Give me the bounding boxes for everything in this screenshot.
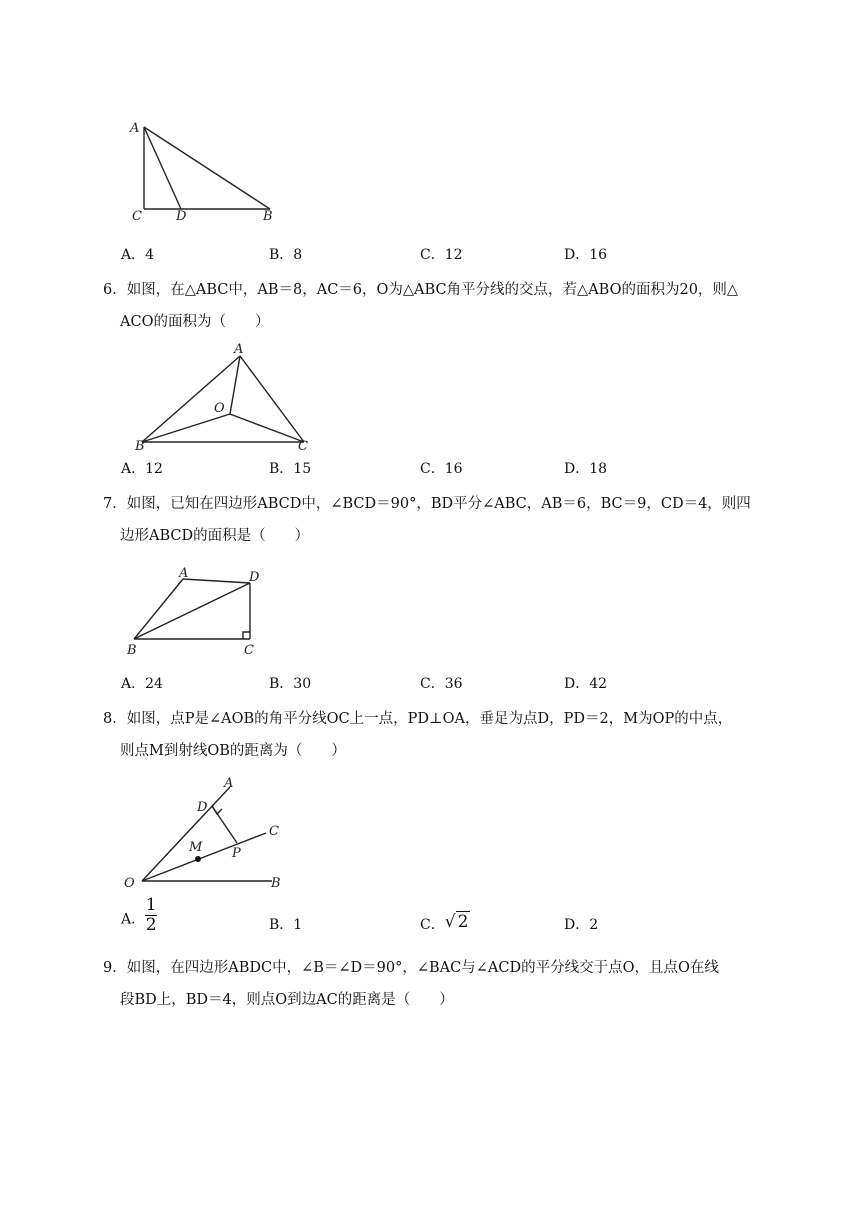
sqrt-radicand: 2	[457, 912, 469, 932]
q6-option-c: C．16	[420, 461, 463, 477]
q5-figure	[120, 115, 290, 225]
fraction-one-half	[145, 897, 157, 934]
q8-label-B: B	[271, 876, 281, 891]
q6-label-O: O	[214, 401, 225, 416]
q7-text-line2: 边形ABCD的面积是（ ）	[120, 528, 310, 544]
q5-label-C: C	[132, 209, 142, 224]
q8-option-d: D．2	[564, 917, 599, 933]
q5-option-b: B．8	[269, 247, 303, 263]
q8-label-A: A	[224, 776, 234, 791]
q7-option-d: D．42	[564, 676, 608, 692]
q6-label-C: C	[298, 439, 308, 454]
q8-label-O: O	[124, 876, 135, 891]
q6-label-B: B	[135, 439, 145, 454]
q8-label-M: M	[189, 840, 203, 855]
q7-label-B: B	[127, 643, 137, 658]
q8-option-c-prefix: C．	[420, 917, 445, 933]
q7-label-C: C	[244, 643, 254, 658]
q6-label-A: A	[234, 342, 244, 357]
q6-text-line2: ACO的面积为（ ）	[120, 314, 270, 330]
q8-text-line1: 8．如图，点P是∠AOB的角平分线OC上一点，PD⊥OA，垂足为点D，PD＝2，M为OP的中点，	[103, 711, 733, 727]
q8-figure	[120, 772, 300, 894]
q6-option-d: D．18	[564, 461, 608, 477]
q7-option-c: C．36	[420, 676, 463, 692]
q5-option-d: D．16	[564, 247, 608, 263]
fraction-numerator: 1	[145, 895, 157, 915]
q7-label-D: D	[249, 570, 260, 585]
q8-option-a-prefix: A．	[121, 911, 146, 928]
q8-option-b: B．1	[269, 917, 303, 933]
q8-label-D: D	[197, 800, 208, 815]
q7-option-b: B．30	[269, 676, 312, 692]
q8-text-line2: 则点M到射线OB的距离为（ ）	[120, 743, 346, 759]
sqrt-two: √ 2	[444, 912, 469, 932]
q8-point-M	[195, 856, 201, 862]
q7-option-a: A．24	[121, 676, 163, 692]
q9-text-line2: 段BD上，BD＝4，则点O到边AC的距离是（ ）	[120, 992, 454, 1008]
q6-text-line1: 6．如图，在△ABC中，AB＝8，AC＝6，O为△ABC角平分线的交点，若△ABO的面积为20，则△	[103, 282, 739, 298]
q7-label-A: A	[179, 566, 189, 581]
q8-label-C: C	[269, 824, 279, 839]
q9-text-line1: 9．如图，在四边形ABDC中，∠B＝∠D＝90°，∠BAC与∠ACD的平分线交于点O，且点O在线	[103, 960, 719, 976]
q5-label-B: B	[263, 209, 273, 224]
q8-label-P: P	[232, 846, 241, 861]
q5-option-c: C．12	[420, 247, 463, 263]
q6-figure	[130, 342, 320, 452]
q7-figure	[125, 565, 270, 661]
q5-label-D: D	[176, 209, 187, 224]
q8-option-c	[420, 912, 470, 934]
q8-option-a	[121, 895, 157, 935]
q5-label-A: A	[130, 121, 140, 136]
q6-option-b: B．15	[269, 461, 312, 477]
q5-option-a: A．4	[121, 247, 155, 263]
q7-text-line1: 7．如图，已知在四边形ABCD中，∠BCD＝90°，BD平分∠ABC，AB＝6，BC＝9，CD＝4，则四	[103, 496, 751, 512]
fraction-denominator: 2	[145, 915, 157, 935]
q6-option-a: A．12	[121, 461, 163, 477]
